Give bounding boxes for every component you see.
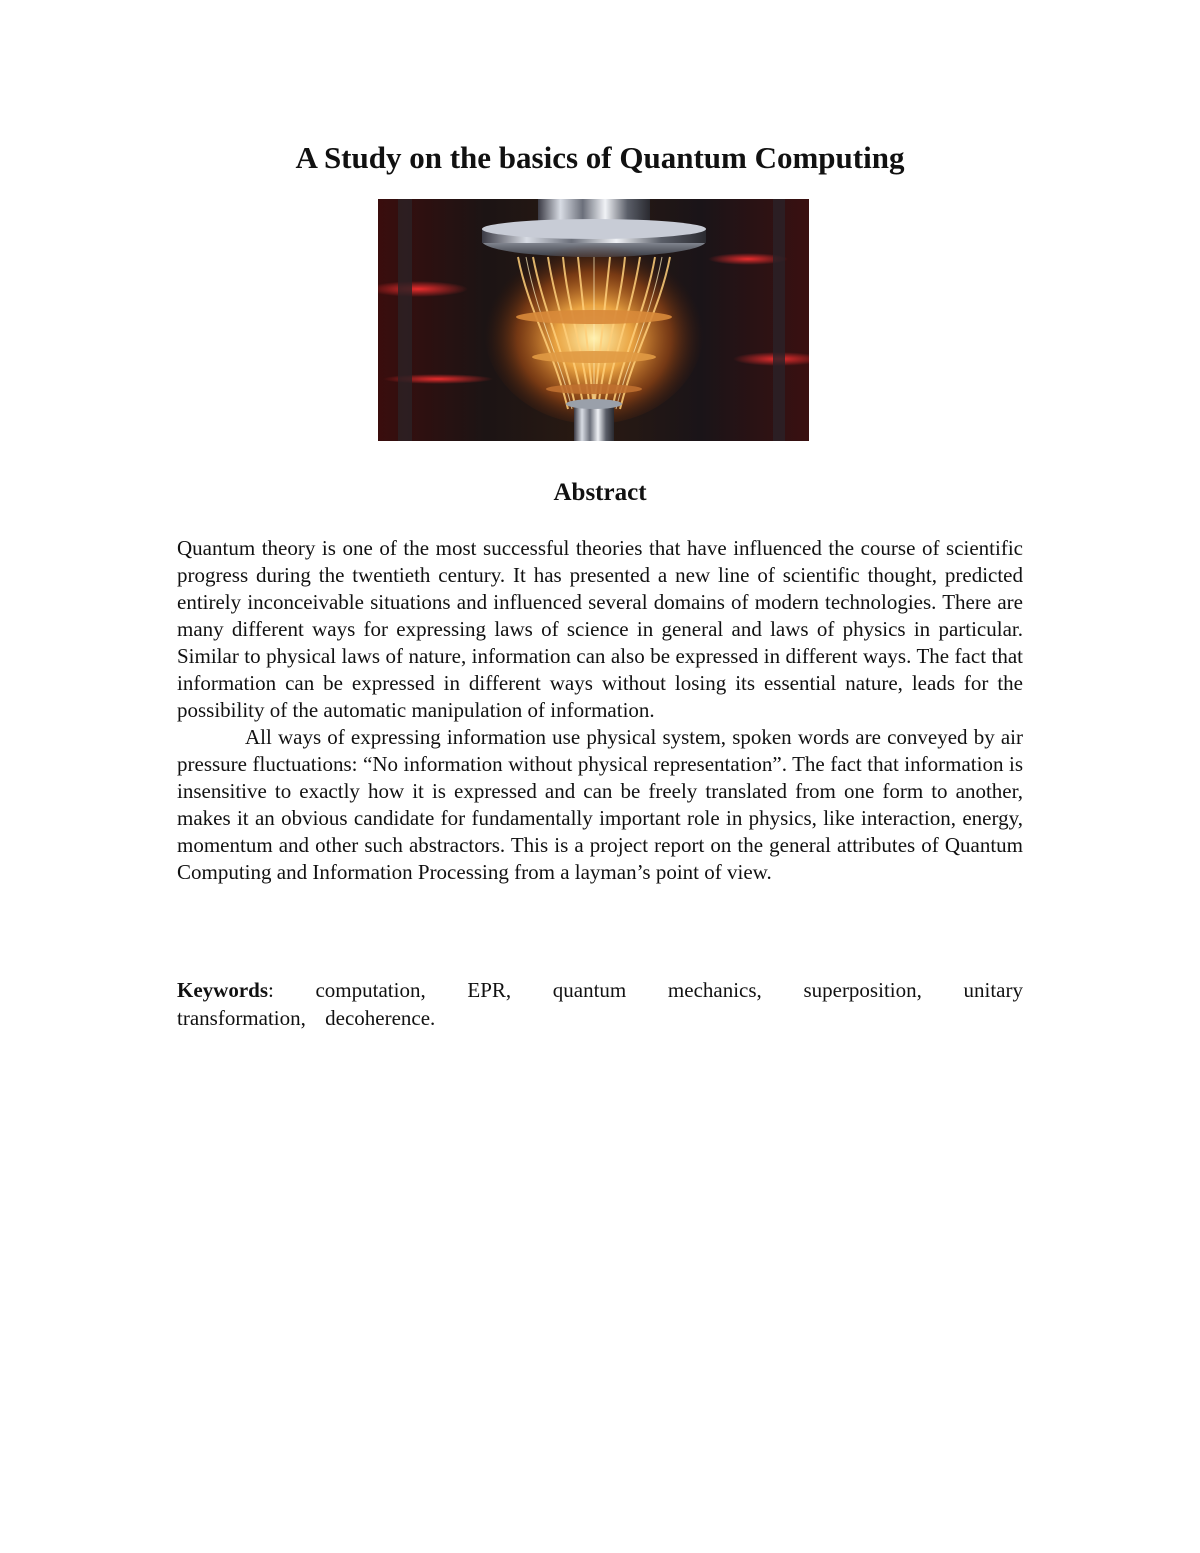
quantum-computer-image	[378, 199, 809, 441]
keywords-list: : computation, EPR, quantum mechanics, superposition, unitary transformation, decoherence.	[177, 978, 1023, 1030]
abstract-heading: Abstract	[553, 479, 647, 506]
abstract-paragraph-1: Quantum theory is one of the most successful theories that have influenced the course of scientific progress during the twentieth century. It has presented a new line of scientific thought, predicted entirely inconceivable situations and influenced several domains of modern technologies. There are many different ways for expressing laws of science in general and laws of physics in particular. Similar to physical laws of nature, information can also be expressed in different ways. The fact that information can be expressed in different ways without losing its essential nature, leads for the possibility of the automatic manipulation of information.	[177, 536, 1023, 722]
abstract-body	[177, 535, 1023, 886]
document-title: A Study on the basics of Quantum Computing	[295, 140, 905, 175]
keywords-label: Keywords	[177, 978, 268, 1002]
keywords-line	[177, 976, 1023, 1032]
abstract-paragraph-2: All ways of expressing information use physical system, spoken words are conveyed by air pressure fluctuations: “No information without physical representation”. The fact that information is insensitive to exactly how it is expressed and can be freely translated from one form to another, makes it an obvious candidate for fundamentally important role in physics, like interaction, energy, momentum and other such abstractors. This is a project report on the general attributes of Quantum Computing and Information Processing from a layman’s point of view.	[177, 725, 1023, 884]
